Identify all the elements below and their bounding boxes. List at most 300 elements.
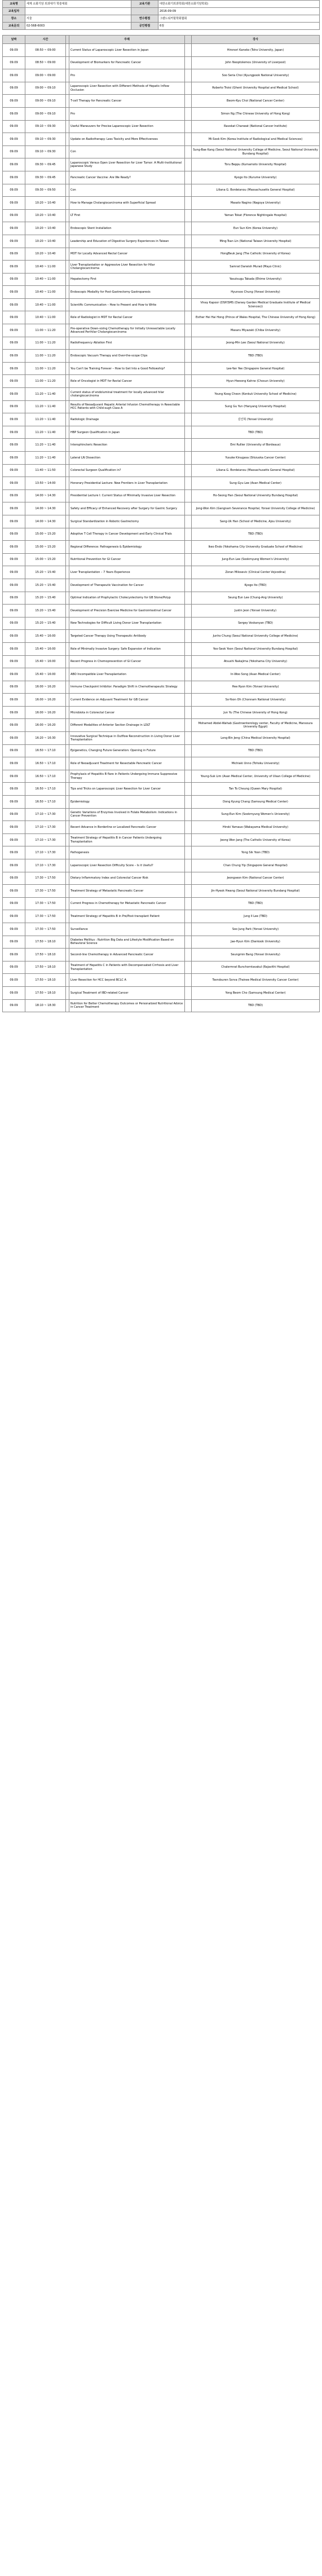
session-speaker: Jeong-Min Lee (Seoul National University) (192, 337, 320, 350)
session-time: 08:50 ~ 09:00 (25, 44, 66, 57)
schedule-row (3, 477, 320, 490)
row-gap-2 (185, 222, 192, 235)
schedule-row (3, 273, 320, 286)
schedule-row (3, 694, 320, 707)
session-time: 11:20 ~ 11:40 (25, 439, 66, 452)
session-topic: Leadership and Education of Digestive Surgery Experiences in Taiwan (69, 235, 185, 248)
schedule-row (3, 197, 320, 210)
session-speaker: Beom-Kyu Choi (National Cancer Center) (192, 95, 320, 108)
row-gap-2 (185, 235, 192, 248)
session-time: 10:40 ~ 11:00 (25, 286, 66, 299)
session-speaker: Roberto Troisi (Ghent University Hospital and Medical School) (192, 82, 320, 95)
schedule-row (3, 184, 320, 197)
session-topic: Pancreatic Cancer Vaccine: Are We Ready? (69, 171, 185, 184)
session-topic: Role of Oncologist in MDT for Rectal Cancer (69, 375, 185, 388)
session-time: 14:00 ~ 14:30 (25, 515, 66, 528)
schedule-row (3, 553, 320, 566)
session-date: 09.09 (3, 605, 25, 617)
session-speaker: Jong-Won Kim (Gangnam Severance Hospital, Yonsei University College of Medicine) (192, 502, 320, 515)
row-gap-2 (185, 846, 192, 859)
session-speaker: Liliana G. Bordeianou (Massachusetts General Hospital) (192, 464, 320, 477)
session-speaker: John Neoptolemos (University of Liverpool) (192, 56, 320, 69)
session-speaker: Young-Suk Lim (Asan Medical Center, University of Ulsan College of Medicine) (192, 770, 320, 783)
session-speaker: Tan To Cheung (Queen Mary Hospital) (192, 783, 320, 796)
session-topic: Endoscopic Vacuum Therapy and Over-the-scope Clips (69, 350, 185, 363)
row-gap-2 (185, 923, 192, 936)
session-topic: Pro (69, 69, 185, 82)
session-speaker: Hee Ryon Kim (Yonsei University) (192, 681, 320, 694)
session-date: 09.09 (3, 655, 25, 668)
session-topic: Nutritional Prevention for GI Cancer (69, 553, 185, 566)
session-time: 15:20 ~ 15:40 (25, 579, 66, 592)
schedule-row (3, 885, 320, 898)
schedule-row (3, 897, 320, 910)
session-topic: Current Progress in Chemotherapy for Metastatic Pancreatic Cancer (69, 897, 185, 910)
session-date: 09.09 (3, 796, 25, 809)
session-speaker: Justin Jeon (Yonsei University) (192, 605, 320, 617)
row-gap-2 (185, 350, 192, 363)
session-time: 10:40 ~ 11:00 (25, 261, 66, 274)
session-date: 09.09 (3, 439, 25, 452)
session-time: 11:40 ~ 11:50 (25, 464, 66, 477)
session-speaker: Esther Hei Hai Hong (Prince of Wales Hospital, The Chinese University of Hong Kong) (192, 311, 320, 324)
row-gap-2 (185, 44, 192, 57)
session-date: 09.09 (3, 362, 25, 375)
session-topic: Targeted Cancer Therapy Using Therapeutic Antibody (69, 630, 185, 643)
session-speaker: Vinay Kapoor (DSP/SMS (Darsey Garden Medical Graduate Institute of Medical Sciences)) (192, 298, 320, 311)
session-time: 09:00 ~ 09:10 (25, 82, 66, 95)
session-date: 09.09 (3, 107, 25, 120)
session-date: 09.09 (3, 821, 25, 834)
session-time: 15:00 ~ 15:20 (25, 553, 66, 566)
session-speaker: Kyogo Ito (TBD) (192, 579, 320, 592)
row-gap-2 (185, 145, 192, 158)
course-info-table (2, 0, 320, 30)
header-time: 시간 (25, 36, 66, 44)
session-date: 09.09 (3, 833, 25, 846)
row-gap-2 (185, 757, 192, 770)
session-speaker: Jae-Hyun Kim (Dankook University) (192, 936, 320, 949)
course-info-row (3, 15, 320, 23)
row-gap-2 (185, 808, 192, 821)
session-time: 10:40 ~ 11:00 (25, 311, 66, 324)
row-gap-2 (185, 885, 192, 898)
session-date: 09.09 (3, 502, 25, 515)
session-speaker: Jin-Hyeok Hwang (Seoul National University Bundang Hospital) (192, 885, 320, 898)
session-topic: Development of Precision Exercise Medicine for Gastrointestinal Cancer (69, 605, 185, 617)
schedule-row (3, 757, 320, 770)
schedule-row (3, 910, 320, 923)
session-topic: Intersphincteric Resection (69, 439, 185, 452)
session-topic: Microbiota in Colorectal Cancer (69, 706, 185, 719)
session-topic: Useful Maneuvers for Precise Laparoscopic Liver Resection (69, 120, 185, 133)
session-time: 10:20 ~ 10:40 (25, 235, 66, 248)
session-topic: Surgical Standardization in Robotic Gastrectomy (69, 515, 185, 528)
row-gap-2 (185, 833, 192, 846)
session-topic: Liver Transplantation or Aggressive Liver Resection for Hilar Cholangiocarcinoma (69, 261, 185, 274)
session-date: 09.09 (3, 897, 25, 910)
row-gap-2 (185, 298, 192, 311)
session-speaker: Yoo-Seok Yoon (Seoul National University Bundang Hospital) (192, 642, 320, 655)
schedule-row (3, 528, 320, 541)
row-gap-2 (185, 961, 192, 974)
session-speaker: Junho Chung (Seoul National University College of Medicine) (192, 630, 320, 643)
session-date: 09.09 (3, 145, 25, 158)
session-topic: Recent Progress in Chemoprevention of GI Cancer (69, 655, 185, 668)
row-gap-2 (185, 477, 192, 490)
session-time: 09:30 ~ 09:45 (25, 158, 66, 171)
session-topic: New Technologies for Difficult Living Donor Liver Transplantation (69, 617, 185, 630)
session-speaker: HongBeuk Jang (The Catholic University of Korea) (192, 248, 320, 261)
session-time: 17:50 ~ 18:10 (25, 949, 66, 961)
session-speaker: Long-Bin Jeng (China Medical University Hospital) (192, 732, 320, 745)
session-time: 16:50 ~ 17:10 (25, 744, 66, 757)
session-speaker: Michiaki Unno (Tohoku University) (192, 757, 320, 770)
info-value: 6점 (158, 23, 320, 30)
schedule-body (3, 44, 320, 1012)
session-date: 09.09 (3, 82, 25, 95)
session-topic: Results of Neoadjuvant Hepatic Arterial Infusion Chemotherapy in Resectable HCC Patients with Child-sugh Class A (69, 400, 185, 413)
info-label: 교육명 (3, 1, 25, 8)
session-topic: Innovative Surgical Technique in Outflow Reconstruction in Living Donor Liver Transplantation (69, 732, 185, 745)
row-gap-2 (185, 668, 192, 681)
schedule-row (3, 286, 320, 299)
row-gap-2 (185, 897, 192, 910)
row-gap-2 (185, 248, 192, 261)
session-topic: Treatment Strategy of Hepatitis B in Cancer Patients Undergoing Transplantation (69, 833, 185, 846)
session-time: 09:00 ~ 09:10 (25, 95, 66, 108)
row-gap-2 (185, 694, 192, 707)
session-speaker: TBD (TBD) (192, 426, 320, 439)
info-label: 공인평점 (131, 23, 158, 30)
session-time: 17:50 ~ 18:10 (25, 986, 66, 999)
schedule-row (3, 502, 320, 515)
session-topic: Honorary Presidential Lecture: New Frontiers in Liver Transplantation (69, 477, 185, 490)
session-date: 09.09 (3, 872, 25, 885)
session-time: 15:00 ~ 15:20 (25, 541, 66, 554)
session-topic: Con (69, 184, 185, 197)
session-date: 09.09 (3, 668, 25, 681)
schedule-row (3, 69, 320, 82)
session-time: 17:30 ~ 17:50 (25, 897, 66, 910)
session-topic: Con (69, 145, 185, 158)
session-speaker: Dong Kyung Chang (Samsung Medical Center) (192, 796, 320, 809)
info-label (131, 8, 158, 15)
header-date: 날짜 (3, 36, 25, 44)
row-gap-2 (185, 515, 192, 528)
session-topic: Current status of endoluminal treatment for locally advanced hilar cholangiocarcinoma (69, 388, 185, 401)
session-topic: T-cell Therapy for Pancreatic Cancer (69, 95, 185, 108)
session-time: 11:00 ~ 11:20 (25, 350, 66, 363)
session-speaker: Seungmin Bang (Yonsei University) (192, 949, 320, 961)
session-time: 18:10 ~ 18:30 (25, 999, 66, 1012)
session-time: 10:20 ~ 10:40 (25, 222, 66, 235)
schedule-row (3, 133, 320, 146)
row-gap-2 (185, 171, 192, 184)
session-time: 15:20 ~ 15:40 (25, 592, 66, 605)
row-gap-2 (185, 732, 192, 745)
session-time: 11:20 ~ 11:40 (25, 413, 66, 426)
session-time: 17:50 ~ 18:10 (25, 974, 66, 987)
session-topic: Current Evidence on Adjuvant Treatment for GB Cancer (69, 694, 185, 707)
row-gap-2 (185, 95, 192, 108)
session-topic: Pre-operative Down-sizing Chemotherapy for Initially Unresectable Locally Advanced Perihilar Cholangiocarcinoma (69, 324, 185, 337)
session-date: 09.09 (3, 197, 25, 210)
schedule-row (3, 388, 320, 401)
session-time: 14:00 ~ 14:30 (25, 489, 66, 502)
session-time: 16:00 ~ 16:20 (25, 681, 66, 694)
session-speaker: Masato Nagino (Nagoya University) (192, 197, 320, 210)
session-speaker: Sung-Gyu Lee (Asan Medical Center) (192, 477, 320, 490)
session-topic: Role of Minimally Invasive Surgery: Safe Expansion of Indication (69, 642, 185, 655)
session-topic: Different Modalities of Anterior Section Drainage in LDLT (69, 719, 185, 732)
session-date: 09.09 (3, 986, 25, 999)
row-gap-2 (185, 439, 192, 452)
row-gap-2 (185, 388, 192, 401)
session-speaker: Eun Sun Kim (Korea University) (192, 222, 320, 235)
course-info-row (3, 8, 320, 15)
course-info-row (3, 23, 320, 30)
row-gap-2 (185, 770, 192, 783)
session-date: 09.09 (3, 298, 25, 311)
session-date: 09.09 (3, 324, 25, 337)
session-time: 15:40 ~ 16:00 (25, 668, 66, 681)
session-time: 09:00 ~ 09:10 (25, 107, 66, 120)
row-gap-2 (185, 56, 192, 69)
schedule-row (3, 350, 320, 363)
session-speaker: Zoran Milosevic (Clinical Center Vojvodina) (192, 566, 320, 579)
row-gap-2 (185, 209, 192, 222)
schedule-row (3, 655, 320, 668)
schedule-row (3, 770, 320, 783)
session-time: 17:50 ~ 18:10 (25, 936, 66, 949)
session-time: 11:00 ~ 11:20 (25, 362, 66, 375)
row-gap-2 (185, 452, 192, 465)
session-date: 09.09 (3, 732, 25, 745)
schedule-row (3, 56, 320, 69)
session-topic: Nutrition for Better Chemotherapy Outcomes or Personalized Nutritional Advice in Cancer Treatment (69, 999, 185, 1012)
session-topic: Diabetes Mellitus : Nutrition Big Data and Lifestyle Modification Based on Behavioral Science (69, 936, 185, 949)
session-time: 15:00 ~ 15:20 (25, 528, 66, 541)
session-time: 16:00 ~ 16:20 (25, 694, 66, 707)
row-gap-2 (185, 107, 192, 120)
row-gap-2 (185, 133, 192, 146)
session-date: 09.09 (3, 337, 25, 350)
session-speaker: In-Woo Song (Asan Medical Center) (192, 668, 320, 681)
session-time: 11:20 ~ 11:40 (25, 400, 66, 413)
row-gap-2 (185, 681, 192, 694)
schedule-row (3, 464, 320, 477)
row-gap-2 (185, 489, 192, 502)
session-time: 17:10 ~ 17:30 (25, 846, 66, 859)
schedule-row (3, 630, 320, 643)
schedule-row (3, 949, 320, 961)
session-time: 16:20 ~ 16:30 (25, 732, 66, 745)
session-topic: Epigenetics, Changing Future Generation: Opening in Future (69, 744, 185, 757)
session-date: 09.09 (3, 235, 25, 248)
row-gap-2 (185, 324, 192, 337)
row-gap-2 (185, 744, 192, 757)
row-gap-2 (185, 311, 192, 324)
row-gap-2 (185, 592, 192, 605)
schedule-row (3, 489, 320, 502)
session-topic: Presidential Lecture I: Current Status of Minimally Invasive Liver Resection (69, 489, 185, 502)
session-speaker: Ravekat Chanwat (National Cancer Institute) (192, 120, 320, 133)
row-gap-2 (185, 910, 192, 923)
session-date: 09.09 (3, 171, 25, 184)
schedule-row (3, 668, 320, 681)
row-gap-2 (185, 999, 192, 1012)
row-gap-2 (185, 796, 192, 809)
session-date: 09.09 (3, 489, 25, 502)
session-date: 09.09 (3, 694, 25, 707)
session-date: 09.09 (3, 783, 25, 796)
session-date: 09.09 (3, 566, 25, 579)
session-topic: Update on Radiotherapy: Less Toxicity and More Effectiveness (69, 133, 185, 146)
row-gap-2 (185, 783, 192, 796)
session-topic: Development of Therapeutic Vaccination for Cancer (69, 579, 185, 592)
schedule-row (3, 961, 320, 974)
row-gap-2 (185, 630, 192, 643)
session-topic: Prophylaxis of Hepatitis B flare in Patients Undergoing Immune Suppressive Therapy (69, 770, 185, 783)
session-speaker: So-Yoon Oh (Chonnam National University) (192, 694, 320, 707)
row-gap-2 (185, 566, 192, 579)
session-time: 15:20 ~ 15:40 (25, 566, 66, 579)
session-speaker: Sang-Uk Han (School of Medicine, Ajou University) (192, 515, 320, 528)
session-date: 09.09 (3, 426, 25, 439)
schedule-row (3, 120, 320, 133)
session-topic: Laparoscopic Liver Resection with Different Methods of Hepatic Inflow Occlusion (69, 82, 185, 95)
row-gap-2 (185, 286, 192, 299)
header-topic: 주제 (69, 36, 185, 44)
info-value: 2016-09-09 (158, 8, 320, 15)
session-time: 16:00 ~ 16:20 (25, 706, 66, 719)
schedule-row (3, 400, 320, 413)
session-speaker: Samrat Darwish Murad (Mayo Clinic) (192, 261, 320, 274)
session-time: 11:20 ~ 11:40 (25, 426, 66, 439)
session-speaker: TBD (TBD) (192, 999, 320, 1012)
row-gap-2 (185, 719, 192, 732)
session-date: 09.09 (3, 706, 25, 719)
session-topic: Treatment Strategy of Metastatic Pancreatic Cancer (69, 885, 185, 898)
session-topic: Safety and Efficacy of Enhanced Recovery after Surgery for Gastric Surgery (69, 502, 185, 515)
session-speaker: Liliana G. Bordeianou (Massachusetts General Hospital) (192, 184, 320, 197)
session-topic: Development of Biomarkers for Pancreatic Cancer (69, 56, 185, 69)
row-gap-2 (185, 69, 192, 82)
session-date: 09.09 (3, 936, 25, 949)
row-gap-2 (185, 986, 192, 999)
schedule-header-row (3, 36, 320, 44)
schedule-row (3, 923, 320, 936)
session-date: 09.09 (3, 133, 25, 146)
session-time: 09:10 ~ 09:30 (25, 133, 66, 146)
row-gap-2 (185, 541, 192, 554)
session-speaker: Jeongseon Kim (National Cancer Center) (192, 872, 320, 885)
session-topic: How to Manage Cholangiocarcinoma with Superficial Spread (69, 197, 185, 210)
schedule-row (3, 744, 320, 757)
session-speaker: Yong Beom Cho (Samsung Medical Center) (192, 986, 320, 999)
schedule-row (3, 872, 320, 885)
session-speaker: Yusuke Kinugasa (Shizuoka Cancer Center) (192, 452, 320, 465)
session-topic: Role of Neoadjuvant Treatment for Resectable Pancreatic Cancer (69, 757, 185, 770)
session-time: 17:30 ~ 17:50 (25, 872, 66, 885)
session-time: 11:20 ~ 11:40 (25, 388, 66, 401)
session-time: 15:40 ~ 16:00 (25, 630, 66, 643)
schedule-row (3, 107, 320, 120)
session-date: 09.09 (3, 999, 25, 1012)
schedule-row (3, 566, 320, 579)
session-speaker: Ikeo Endo (Yokohama City University Graduate School of Medicine) (192, 541, 320, 554)
session-date: 09.09 (3, 311, 25, 324)
session-date: 09.09 (3, 528, 25, 541)
session-topic: Hepatectomy First (69, 273, 185, 286)
row-gap-2 (185, 158, 192, 171)
session-speaker: Sung-Eun Kim (Sookmyung Women's University) (192, 808, 320, 821)
session-speaker: Jeong Won Jang (The Catholic University of Korea) (192, 833, 320, 846)
session-speaker: Yong Sik Yoon (TBD) (192, 846, 320, 859)
session-date: 09.09 (3, 961, 25, 974)
schedule-row (3, 171, 320, 184)
schedule-row (3, 986, 320, 999)
session-date: 09.09 (3, 95, 25, 108)
info-value: 02-568-6003 (25, 23, 131, 30)
schedule-row (3, 821, 320, 834)
session-date: 09.09 (3, 44, 25, 57)
session-date: 09.09 (3, 808, 25, 821)
row-gap-2 (185, 426, 192, 439)
session-time: 11:00 ~ 11:20 (25, 375, 66, 388)
info-value: 세계 소화기암 외과대가 학술대회 (25, 1, 131, 8)
schedule-row (3, 783, 320, 796)
session-speaker: TBD (TBD) (192, 897, 320, 910)
schedule-row (3, 95, 320, 108)
session-date: 09.09 (3, 286, 25, 299)
info-label: 교육문의 (3, 23, 25, 30)
session-topic: Recent Advance in Borderline or Localized Pancreatic Cancer (69, 821, 185, 834)
session-time: 16:50 ~ 17:10 (25, 757, 66, 770)
session-topic: Second-line Chemotherapy in Advanced Pancreatic Cancer (69, 949, 185, 961)
session-date: 09.09 (3, 120, 25, 133)
session-speaker: Soo Seria Choi (Kyungpook National University) (192, 69, 320, 82)
session-time: 16:00 ~ 16:20 (25, 719, 66, 732)
schedule-row (3, 209, 320, 222)
session-time: 09:10 ~ 09:30 (25, 145, 66, 158)
session-time: 09:30 ~ 09:45 (25, 171, 66, 184)
schedule-row (3, 833, 320, 846)
session-date: 09.09 (3, 541, 25, 554)
session-speaker: Toru Beppu (Kumamoto University Hospital) (192, 158, 320, 171)
session-time: 17:10 ~ 17:30 (25, 808, 66, 821)
schedule-row (3, 541, 320, 554)
row-gap-2 (185, 605, 192, 617)
session-date: 09.09 (3, 923, 25, 936)
session-date: 09.09 (3, 261, 25, 274)
schedule-row (3, 452, 320, 465)
row-gap-2 (185, 502, 192, 515)
session-time: 08:50 ~ 09:00 (25, 56, 66, 69)
session-time: 10:40 ~ 11:00 (25, 273, 66, 286)
session-time: 10:40 ~ 11:00 (25, 298, 66, 311)
session-date: 09.09 (3, 477, 25, 490)
session-date: 09.09 (3, 452, 25, 465)
schedule-row (3, 426, 320, 439)
session-speaker: Mi-Sook Kim (Korea Institute of Radiological and Medical Sciences) (192, 133, 320, 146)
session-speaker: Sung-Bae Kang (Seoul National University College of Medicine, Seoul National University Bundang Hospital) (192, 145, 320, 158)
session-speaker: Lee-Yan Yee (Singapore General Hospital) (192, 362, 320, 375)
info-label: 교육일자 (3, 8, 25, 15)
session-topic: Liver Resection for HCC beyond BCLC A (69, 974, 185, 987)
session-topic: Pro (69, 107, 185, 120)
